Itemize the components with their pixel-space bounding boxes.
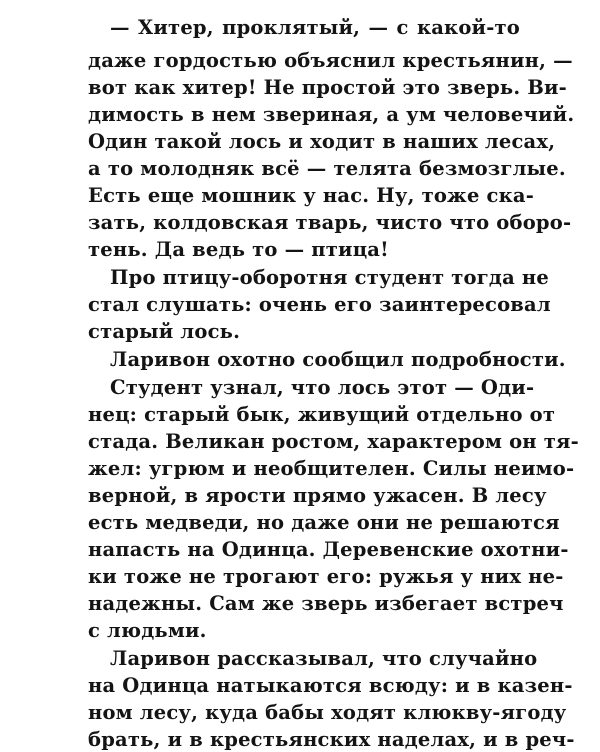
- text-line: димость в нем звериная, а ум человечий.: [88, 103, 575, 126]
- text-line: есть медведи, но даже они не решаются: [88, 511, 560, 534]
- text-line: жел: угрюм и необщителен. Силы неимо-: [88, 457, 575, 480]
- text-line: Ларивон охотно сообщил подробности.: [110, 348, 566, 371]
- text-line: Один такой лось и ходит в наших лесах,: [88, 130, 556, 153]
- text-line: вот как хитер! Не простой это зверь. Ви-: [88, 76, 567, 99]
- text-line: брать, и в крестьянских наделах, и в реч-: [88, 728, 575, 751]
- text-line: ном лесу, куда бабы ходят клюкву-ягоду: [88, 701, 567, 724]
- text-line: Студент узнал, что лось этот — Оди-: [110, 376, 535, 399]
- text-line: Про птицу-оборотня студент тогда не: [110, 266, 549, 289]
- text-line: старый лось.: [88, 320, 241, 343]
- text-line: с людьми.: [88, 619, 207, 642]
- text-line: даже гордостью объяснил крестьянин, —: [88, 49, 573, 72]
- text-line: Есть еще мошник у нас. Ну, тоже ска-: [88, 184, 535, 207]
- text-line: верной, в ярости прямо ужасен. В лесу: [88, 484, 547, 507]
- text-line: ки тоже не трогают его: ружья у них не-: [88, 565, 564, 588]
- text-line: напасть на Одинца. Деревенские охотни-: [88, 538, 569, 561]
- text-line: тень. Да ведь то — птица!: [88, 238, 389, 261]
- text-line: а то молодняк всё — телята безмозглые.: [88, 157, 566, 180]
- text-line: на Одинца натыкаются всюду: и в казен-: [88, 674, 573, 697]
- text-line: — Хитер, проклятый, — с какой-то: [110, 16, 520, 39]
- text-line: стада. Великан ростом, характером он тя-: [88, 430, 579, 453]
- text-line: Ларивон рассказывал, что случайно: [110, 647, 538, 670]
- text-line: надежны. Сам же зверь избегает встреч: [88, 592, 564, 615]
- text-line: нец: старый бык, живущий отдельно от: [88, 403, 556, 426]
- text-line: зать, колдовская тварь, чисто что оборо-: [88, 211, 572, 234]
- text-line: стал слушать: очень его заинтересовал: [88, 293, 551, 316]
